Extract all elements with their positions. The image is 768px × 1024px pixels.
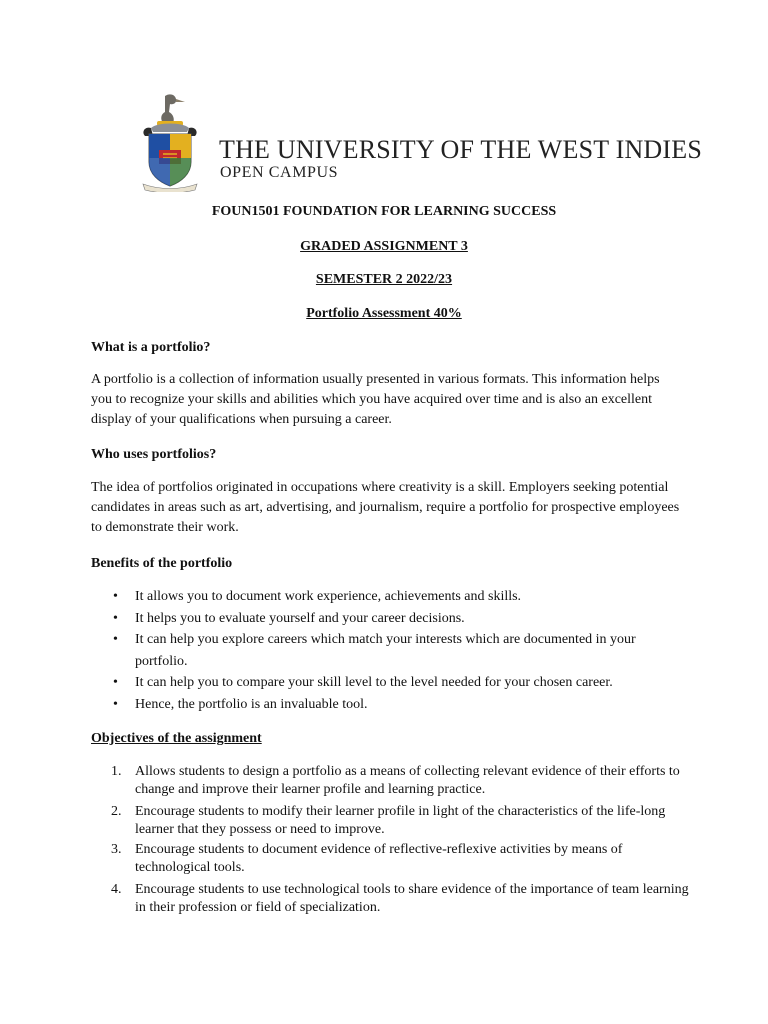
list-item: • It can help you to compare your skill level to the level needed for your chosen career. [91,672,691,694]
list-item: • Hence, the portfolio is an invaluable tool. [91,694,691,716]
list-number: 4. [111,882,122,897]
section-heading-benefits: Benefits of the portfolio [91,556,233,571]
list-item: • It can help you explore careers which match your interests which are documented in your portfolio. [91,629,691,672]
university-name: THE UNIVERSITY OF THE WEST INDIES [219,135,703,164]
list-item [91,803,691,839]
list-item: • It helps you to evaluate yourself and your career decisions. [91,608,691,630]
section-heading-objectives: Objectives of the assignment [91,731,262,746]
section-body-what: A portfolio is a collection of information usually presented in various formats. This information helps you to recognize your skills and abilities which you have acquired over time and is also an excellent display of your qualifications when pursuing a career. [91,372,660,427]
assignment-title: GRADED ASSIGNMENT 3 [300,239,468,254]
section-heading-what: What is a portfolio? [91,340,211,355]
list-item [91,841,691,877]
list-text: Encourage students to modify their learner profile in light of the characteristics of the life-long learner that they possess or need to improve. [135,804,666,837]
section-body-who: The idea of portfolios originated in occupations where creativity is a skill. Employers seeking potential candidates in areas such as art, advertising, and journalism, require a portfolio for prospective employees to demonstrate their work. [91,480,680,535]
campus-name: OPEN CAMPUS [220,164,339,181]
list-item [91,881,691,917]
list-number: 2. [111,804,122,819]
benefits-list [91,586,691,715]
list-text: Encourage students to use technological tools to share evidence of the importance of team learning in their profession or field of specialization. [135,882,689,915]
objectives-list-wrap [91,763,691,917]
list-text: Encourage students to document evidence of reflective-reflexive activities by means of technological tools. [135,842,623,875]
list-number: 3. [111,842,122,857]
benefits-list-wrap [91,586,691,715]
list-text: Allows students to design a portfolio as a means of collecting relevant evidence of their efforts to change and improve their learner profile and learning practice. [135,764,680,797]
semester-title: SEMESTER 2 2022/23 [315,272,453,287]
list-item [91,763,691,799]
list-item: • It allows you to document work experience, achievements and skills. [91,586,691,608]
list-number: 1. [111,764,122,779]
course-title: FOUN1501 FOUNDATION FOR LEARNING SUCCESS [211,204,557,219]
section-heading-who: Who uses portfolios? [91,447,217,462]
assessment-title: Portfolio Assessment 40% [306,306,462,321]
uwi-crest-icon [139,92,201,192]
objectives-list [91,763,691,917]
